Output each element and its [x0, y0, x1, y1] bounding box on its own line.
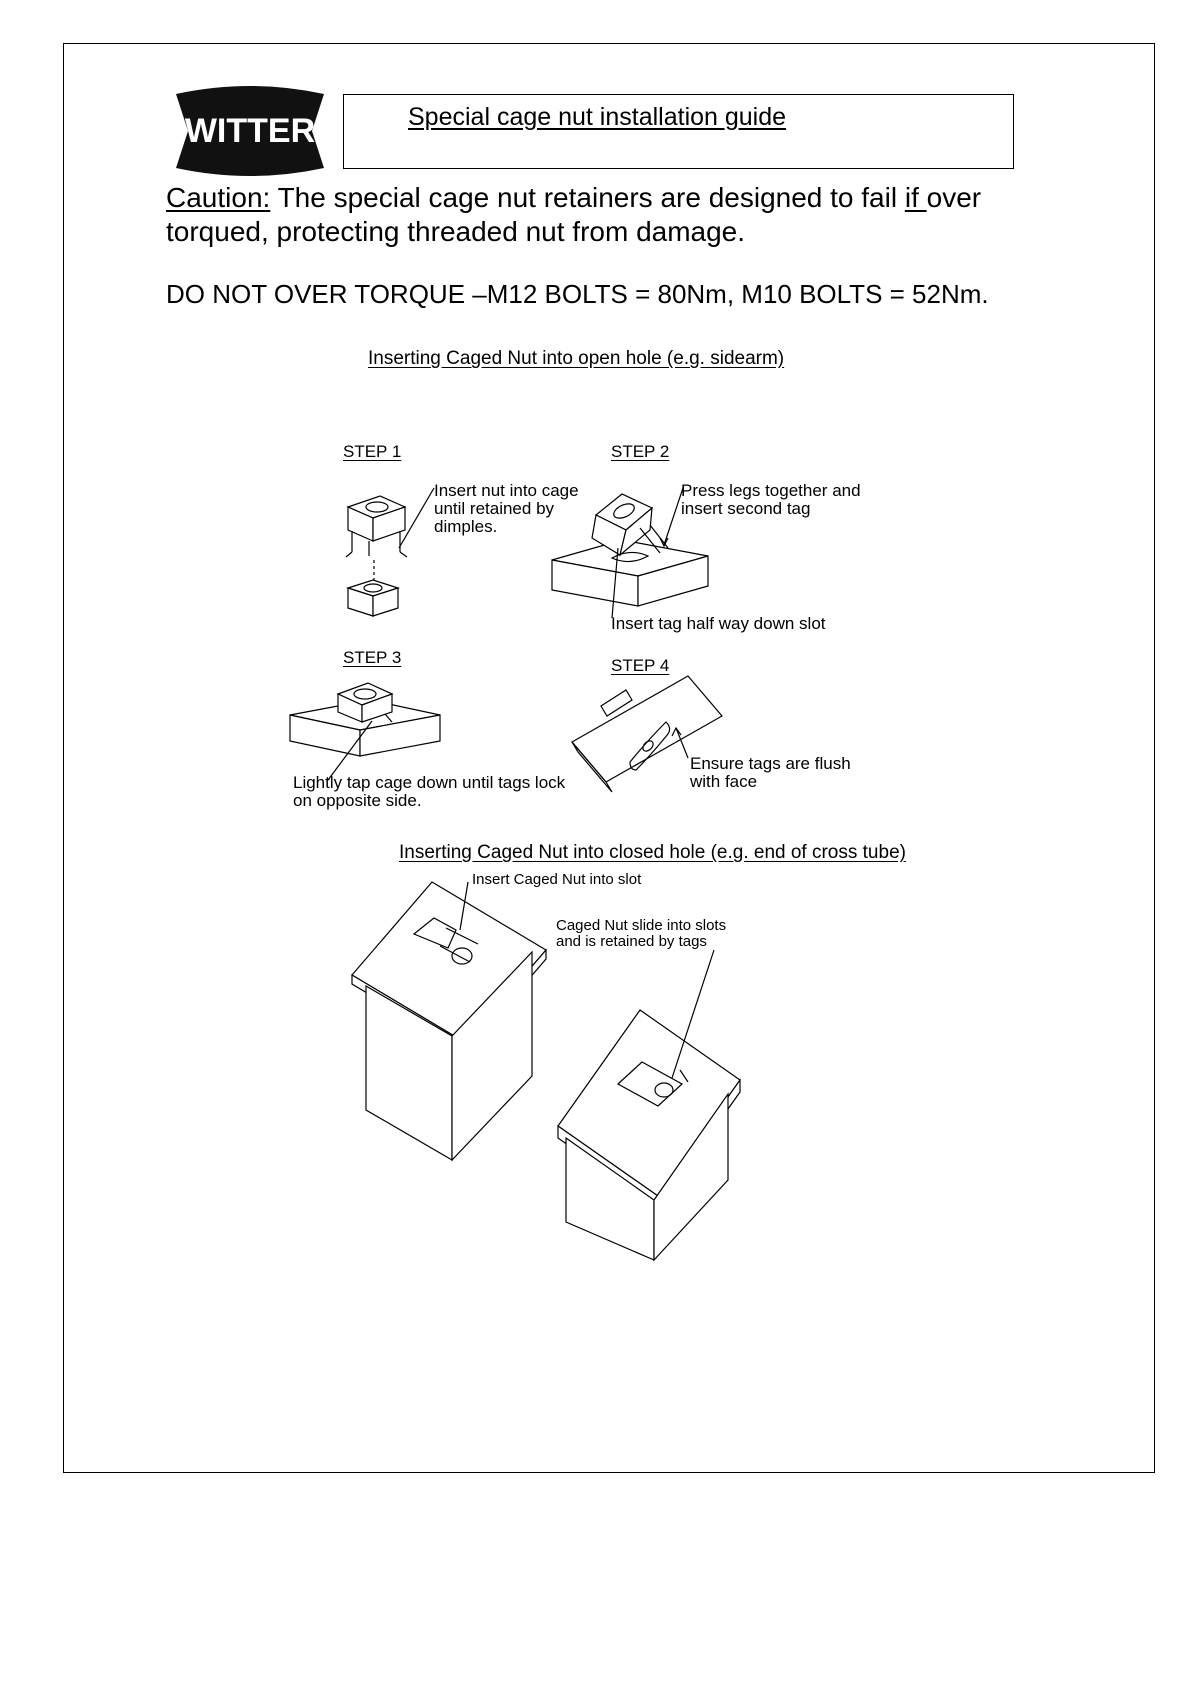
page-title: Special cage nut installation guide — [408, 103, 787, 131]
step-4-label: STEP 4 — [611, 656, 670, 675]
step-2-label: STEP 2 — [611, 442, 670, 461]
step-2-note-slot: Insert tag half way down slot — [611, 614, 826, 633]
step-2-note-line-2: insert second tag — [681, 499, 811, 518]
step-1-cage-illustration — [346, 488, 434, 616]
step-3-illustration — [290, 683, 440, 780]
caution-text-2: over torqued, protecting threaded nut from damage. — [166, 182, 982, 247]
logo-text: WITTER — [184, 112, 316, 150]
step-3-note-line-1: Lightly tap cage down until tags lock — [293, 773, 566, 792]
caution-text-1: The special cage nut retainers are designed to fail — [270, 182, 905, 213]
closed-hole-insert-note: Insert Caged Nut into slot — [472, 871, 642, 888]
step-4-note-line-2: with face — [690, 772, 758, 791]
step-4-illustration — [572, 676, 722, 792]
step-1-note-line-3: dimples. — [434, 517, 498, 536]
step-1-note-line-1: Insert nut into cage — [434, 481, 579, 500]
step-2-illustration — [552, 488, 708, 618]
torque-warning: DO NOT OVER TORQUE –M12 BOLTS = 80Nm, M10 BOLTS = 52Nm. — [166, 279, 989, 309]
closed-hole-title: Inserting Caged Nut into closed hole (e.g. end of cross tube) — [399, 842, 906, 863]
caution-if: if — [904, 182, 927, 213]
step-2-note-line-1: Press legs together and — [681, 481, 861, 500]
closed-hole-slide-line-2: and is retained by tags — [556, 933, 707, 950]
step-1-note-line-2: until retained by — [434, 499, 555, 518]
step-4-note-line-1: Ensure tags are flush — [690, 754, 851, 773]
closed-hole-tube-2 — [558, 950, 740, 1260]
caution-label: Caution: — [166, 182, 271, 213]
step-3-label: STEP 3 — [343, 648, 402, 667]
step-3-note-line-2: on opposite side. — [293, 791, 422, 810]
step-1-label: STEP 1 — [343, 442, 402, 461]
open-hole-title: Inserting Caged Nut into open hole (e.g. sidearm) — [368, 348, 785, 369]
closed-hole-tube-1 — [352, 882, 546, 1160]
closed-hole-slide-line-1: Caged Nut slide into slots — [556, 917, 727, 934]
